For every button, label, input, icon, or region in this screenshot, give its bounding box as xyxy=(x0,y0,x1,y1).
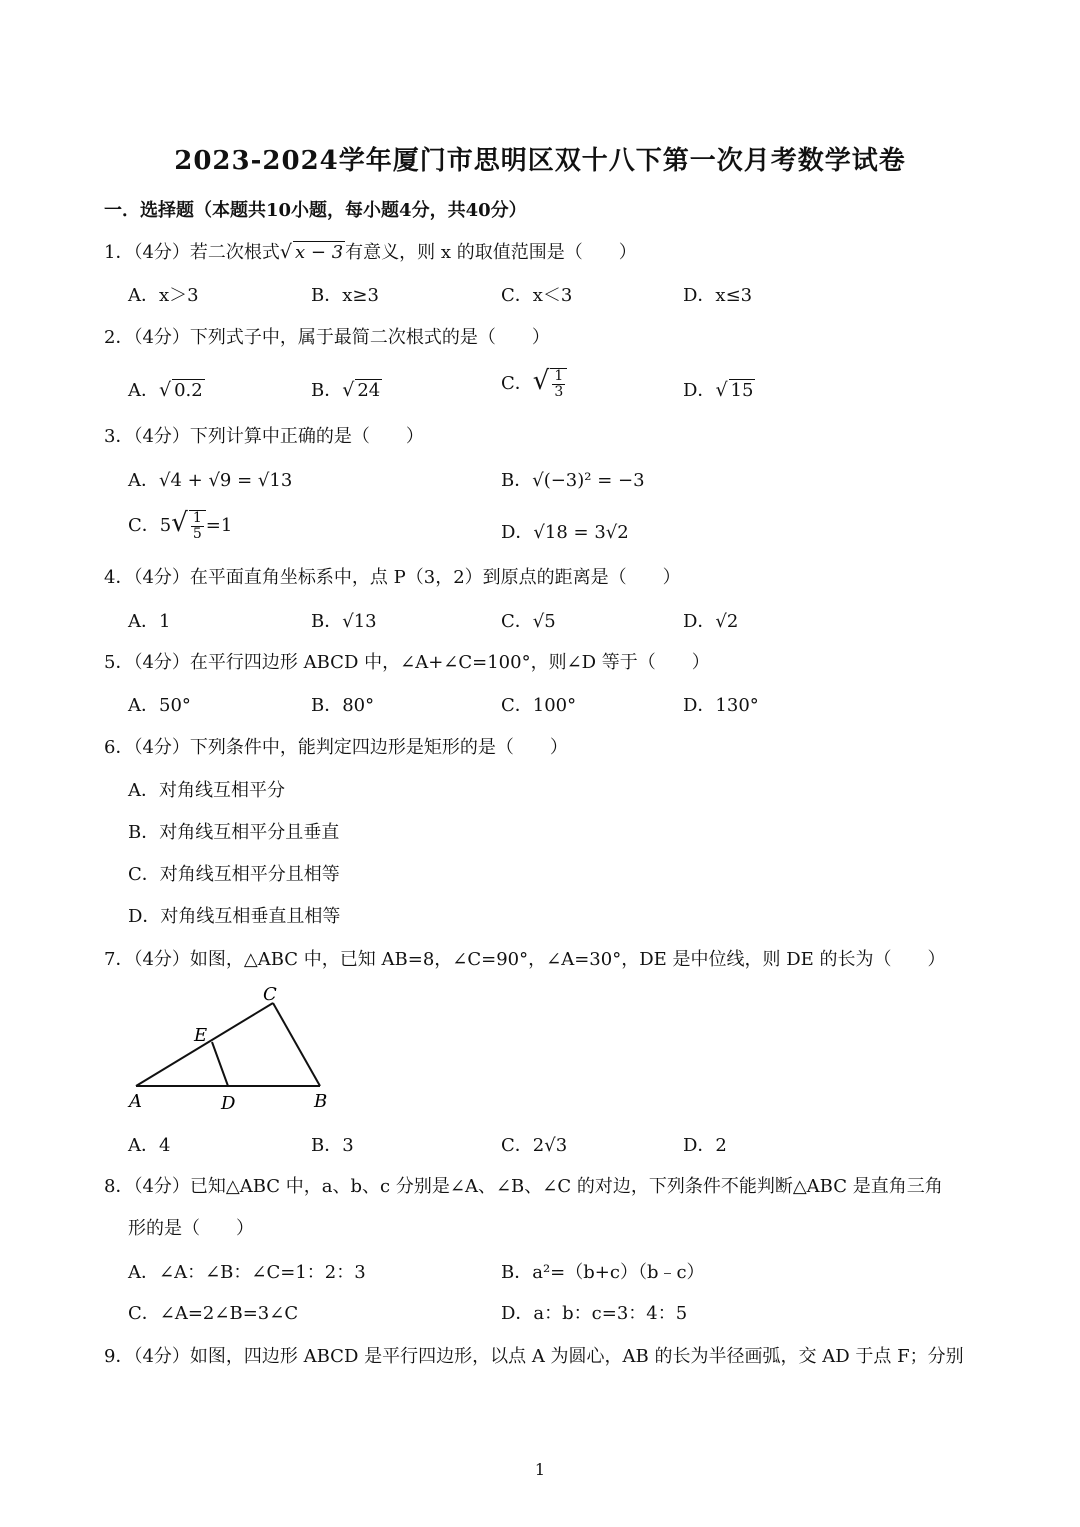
question-9: 9．（4分）如图，四边形 ABCD 是平行四边形，以点 A 为圆心，AB 的长为半径画弧，交 AD 于点 F；分别 xyxy=(104,1346,964,1367)
q2-a-label: A． xyxy=(128,380,159,401)
segment-de xyxy=(212,1042,228,1086)
question-3: 3．（4分）下列计算中正确的是（ ） xyxy=(104,426,424,447)
label-c: C xyxy=(263,984,277,1005)
question-1 xyxy=(104,238,637,264)
q1-option-d: D．x≤3 xyxy=(683,285,753,306)
label-e: E xyxy=(194,1025,208,1046)
q5-option-b: B．80° xyxy=(311,695,375,716)
q8-option-b: B．a²=（b+c）（b﹣c） xyxy=(501,1262,705,1283)
label-a: A xyxy=(129,1091,142,1112)
q5-option-a: A．50° xyxy=(128,695,191,716)
q3-c-numerator: 1 xyxy=(192,510,202,527)
q3-option-d: D．√18 = 3√2 xyxy=(501,522,629,543)
q2-b-label: B． xyxy=(311,380,343,401)
label-d: D xyxy=(221,1093,236,1114)
q7-option-d: D．2 xyxy=(683,1135,727,1156)
question-7: 7．（4分）如图，△ABC 中，已知 AB=8，∠C=90°，∠A=30°，DE 是中位线，则 DE 的长为（ ） xyxy=(104,949,946,970)
q3-c-fraction xyxy=(189,510,206,541)
triangle-figure xyxy=(120,982,350,1117)
q8-option-a: A．∠A：∠B：∠C=1：2：3 xyxy=(128,1262,366,1283)
page-title: 2023-2024学年厦门市思明区双十八下第一次月考数学试卷 xyxy=(174,146,906,176)
q8-option-d: D．a：b：c=3：4：5 xyxy=(501,1303,688,1324)
q7-option-c: C．2√3 xyxy=(501,1135,568,1156)
q6-option-d: D．对角线互相垂直且相等 xyxy=(128,906,341,927)
q1-option-c: C．x＜3 xyxy=(501,285,573,306)
q4-option-c: C．√5 xyxy=(501,611,556,632)
q3-c-result: =1 xyxy=(205,515,233,536)
sqrt-icon: √ xyxy=(159,379,172,401)
q1-radicand: x − 3 xyxy=(295,242,344,263)
q3-option-b: B．√(−3)² = −3 xyxy=(501,470,645,491)
question-5: 5．（4分）在平行四边形 ABCD 中，∠A+∠C=100°，则∠D 等于（ ） xyxy=(104,652,710,673)
q2-c-denominator: 3 xyxy=(554,384,564,400)
q7-option-a: A．4 xyxy=(128,1135,171,1156)
sqrt-icon: √ xyxy=(279,241,293,263)
q2-b-radicand: 24 xyxy=(357,380,381,401)
question-8-line-2: 形的是（ ） xyxy=(128,1218,254,1239)
q6-option-b: B．对角线互相平分且垂直 xyxy=(128,822,340,843)
q2-c-numerator: 1 xyxy=(554,368,564,385)
page-number: 1 xyxy=(534,1460,546,1479)
q5-option-c: C．100° xyxy=(501,695,577,716)
sqrt-icon: √ xyxy=(532,366,550,396)
question-8-line-1: 8．（4分）已知△ABC 中，a、b、c 分别是∠A、∠B、∠C 的对边，下列条件不能判断△ABC 是直角三角 xyxy=(104,1176,943,1197)
q1-stem-pre: 1．（4分）若二次根式 xyxy=(104,242,280,263)
q3-c-denominator: 5 xyxy=(192,526,202,542)
section-heading: 一．选择题（本题共10小题，每小题4分，共40分） xyxy=(104,200,527,221)
q2-option-c xyxy=(501,366,567,400)
q2-c-label: C． xyxy=(501,373,533,394)
q3-option-a: A．√4 + √9 = √13 xyxy=(128,470,293,491)
q2-option-d xyxy=(683,376,755,402)
q2-option-a xyxy=(128,376,205,402)
sqrt-icon: √ xyxy=(715,379,728,401)
q8-option-c: C．∠A=2∠B=3∠C xyxy=(128,1303,299,1324)
sqrt-icon: √ xyxy=(342,379,355,401)
q2-a-radicand: 0.2 xyxy=(174,380,203,401)
q4-option-a: A．1 xyxy=(128,611,171,632)
question-2: 2．（4分）下列式子中，属于最简二次根式的是（ ） xyxy=(104,327,550,348)
q3-c-coefficient: C．5 xyxy=(128,515,172,536)
q2-option-b xyxy=(311,376,382,402)
q6-option-a: A．对角线互相平分 xyxy=(128,780,285,801)
q5-option-d: D．130° xyxy=(683,695,759,716)
sqrt-icon: √ xyxy=(171,508,188,538)
q4-option-d: D．√2 xyxy=(683,611,739,632)
label-b: B xyxy=(314,1091,328,1112)
q2-d-label: D． xyxy=(683,380,716,401)
q2-c-fraction xyxy=(550,368,567,399)
q6-option-c: C．对角线互相平分且相等 xyxy=(128,864,340,885)
q7-option-b: B．3 xyxy=(311,1135,354,1156)
question-6: 6．（4分）下列条件中，能判定四边形是矩形的是（ ） xyxy=(104,737,568,758)
q1-option-b: B．x≥3 xyxy=(311,285,379,306)
question-4: 4．（4分）在平面直角坐标系中，点 P（3，2）到原点的距离是（ ） xyxy=(104,567,681,588)
q4-option-b: B．√13 xyxy=(311,611,377,632)
q1-stem-post: 有意义，则 x 的取值范围是（ ） xyxy=(345,242,637,263)
segment-cb xyxy=(273,1003,320,1086)
q1-option-a: A．x＞3 xyxy=(128,285,199,306)
q2-d-radicand: 15 xyxy=(730,380,754,401)
q3-option-c xyxy=(128,508,232,542)
